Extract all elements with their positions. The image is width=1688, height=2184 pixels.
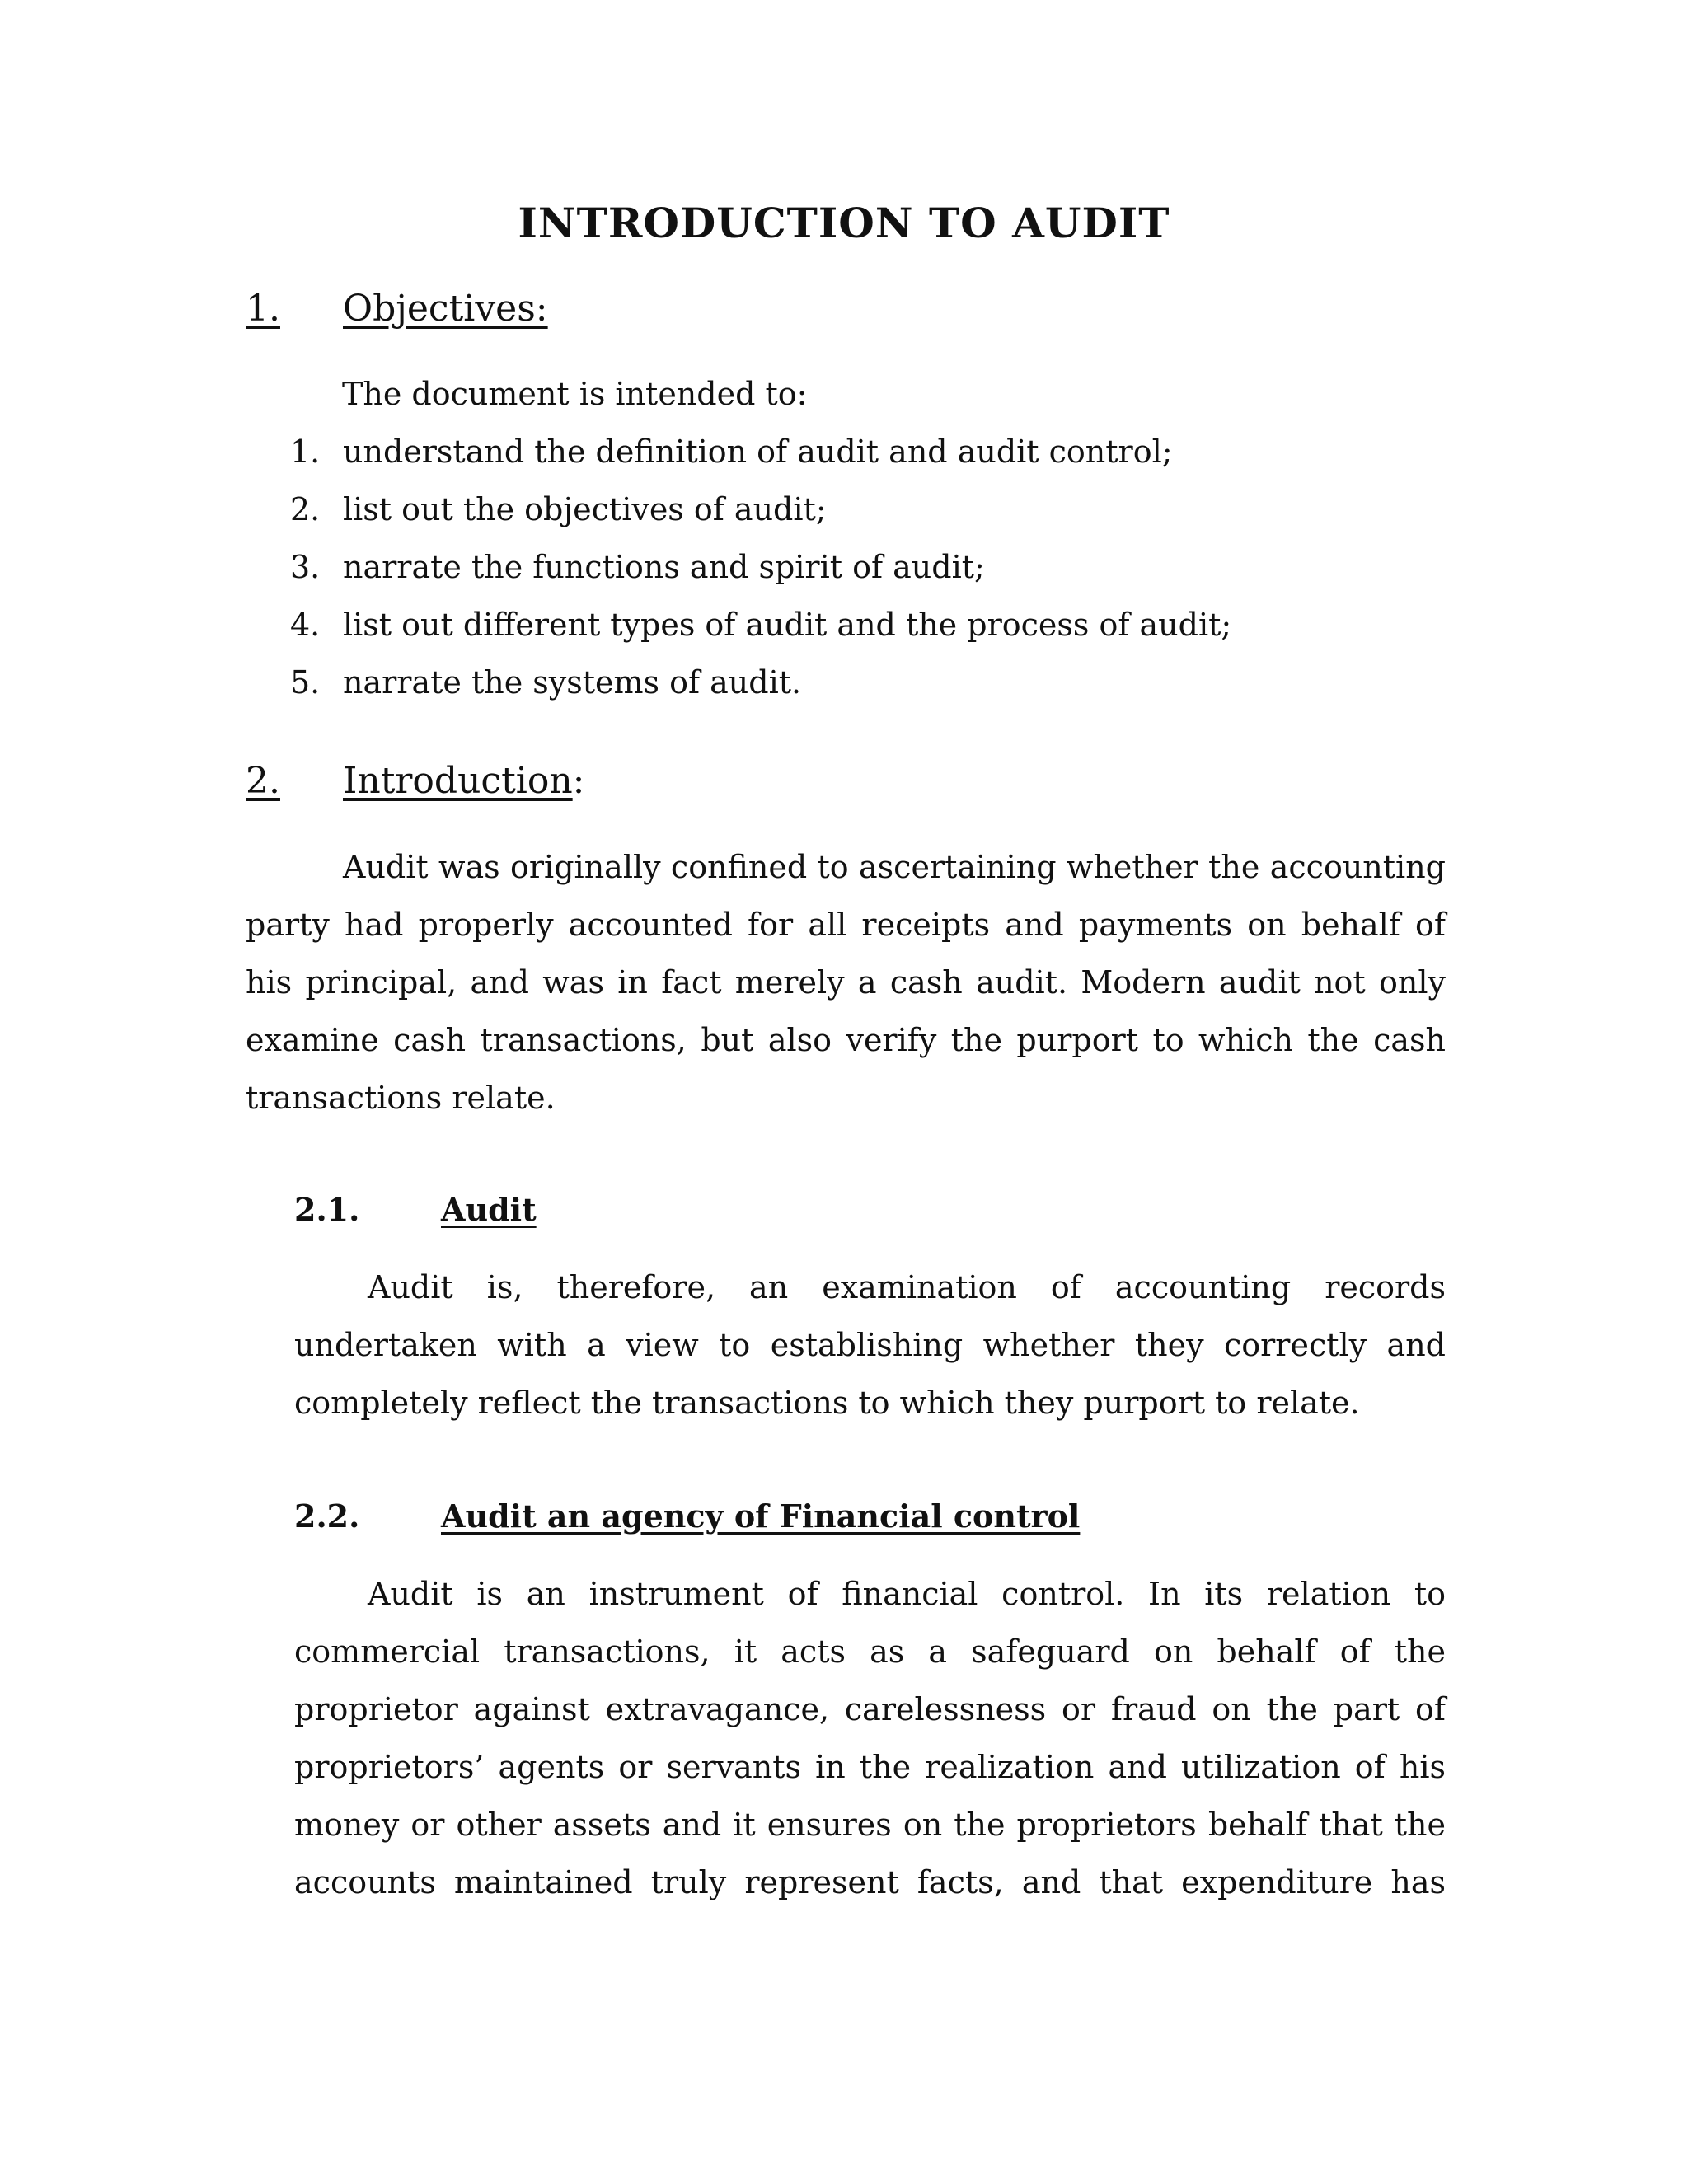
paragraph-line: Audit is, therefore, an examination of accounting records — [368, 1269, 1446, 1305]
list-item — [290, 544, 985, 590]
list-item-number: 3. — [290, 549, 321, 585]
section-1-title: Objectives: — [343, 288, 548, 330]
list-item-number: 1. — [290, 434, 321, 470]
section-2-2-heading — [294, 1493, 1080, 1540]
paragraph-line: undertaken with a view to establishing whether they correctly and — [294, 1327, 1446, 1363]
section-2-1-title: Audit — [441, 1191, 537, 1228]
paragraph-line: transactions relate. — [246, 1080, 556, 1116]
section-2-number: 2. — [246, 760, 280, 802]
financial-control-paragraph — [294, 1565, 1446, 1911]
section-2-2-number: 2.2. — [294, 1497, 360, 1535]
paragraph-line: proprietor against extravagance, carelessness or fraud on the part of — [294, 1691, 1446, 1727]
list-item-text: narrate the systems of audit. — [343, 664, 802, 701]
list-item — [290, 659, 801, 705]
list-item-text: list out the objectives of audit; — [343, 491, 827, 527]
section-2-1-number: 2.1. — [294, 1191, 360, 1228]
objectives-intro: The document is intended to: — [342, 376, 808, 412]
section-2-colon: : — [572, 760, 585, 802]
section-1-heading — [246, 284, 548, 334]
list-item — [290, 486, 827, 532]
list-item-number: 2. — [290, 491, 321, 527]
paragraph-line: completely reflect the transactions to which they purport to relate. — [294, 1385, 1360, 1421]
paragraph-line: party had properly accounted for all receipts and payments on behalf of — [246, 907, 1446, 943]
section-2-2-title: Audit an agency of Financial control — [441, 1497, 1081, 1535]
section-1-number: 1. — [246, 288, 280, 330]
introduction-paragraph — [246, 838, 1446, 1127]
paragraph-line: Audit is an instrument of financial control. In its relation to — [368, 1576, 1446, 1612]
audit-paragraph — [294, 1258, 1446, 1432]
list-item-number: 4. — [290, 607, 321, 643]
list-item — [290, 429, 1173, 475]
paragraph-line: his principal, and was in fact merely a cash audit. Modern audit not only — [246, 964, 1446, 1001]
section-2-1-heading — [294, 1187, 537, 1233]
list-item — [290, 602, 1231, 648]
paragraph-line: money or other assets and it ensures on the proprietors behalf that the — [294, 1807, 1446, 1843]
paragraph-line: accounts maintained truly represent facts, and that expenditure has — [294, 1864, 1446, 1900]
section-2-heading — [246, 757, 584, 806]
paragraph-line: Audit was originally confined to ascertaining whether the accounting — [343, 849, 1446, 885]
list-item-number: 5. — [290, 664, 321, 701]
section-2-title: Introduction — [343, 760, 573, 802]
paragraph-line: proprietors’ agents or servants in the realization and utilization of his — [294, 1749, 1446, 1785]
paragraph-line: examine cash transactions, but also verify the purport to which the cash — [246, 1022, 1446, 1058]
list-item-text: narrate the functions and spirit of audit; — [343, 549, 985, 585]
list-item-text: understand the definition of audit and audit control; — [343, 434, 1173, 470]
page-title: INTRODUCTION TO AUDIT — [518, 199, 1170, 247]
paragraph-line: commercial transactions, it acts as a safeguard on behalf of the — [294, 1633, 1446, 1670]
list-item-text: list out different types of audit and the process of audit; — [343, 607, 1232, 643]
